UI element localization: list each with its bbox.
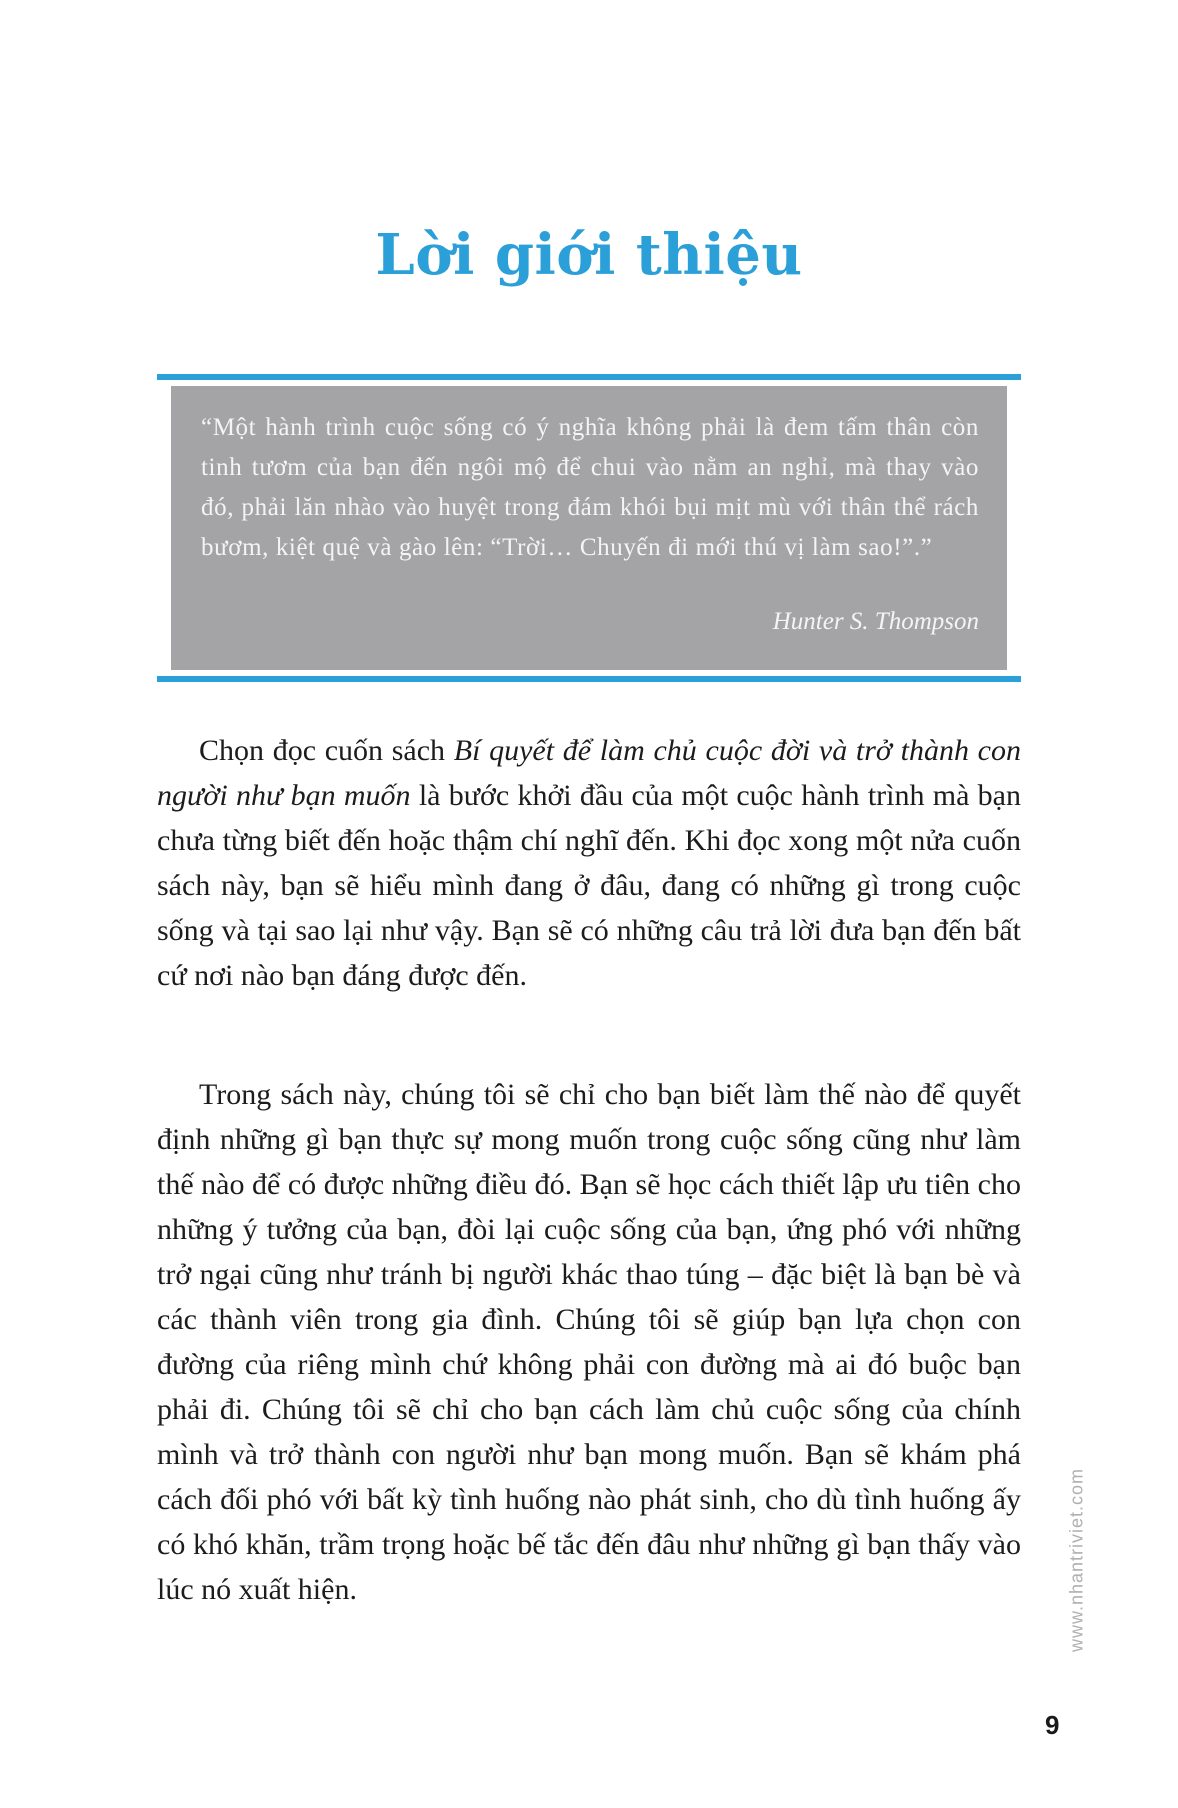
epigraph-box bbox=[157, 374, 1021, 682]
watermark-text: www.nhantriviet.com bbox=[1066, 1467, 1087, 1653]
watermark bbox=[1057, 1440, 1097, 1680]
page-number: 9 bbox=[1045, 1710, 1060, 1740]
intro-paragraph-2 bbox=[157, 1072, 1021, 1612]
paragraph-1-lead: Chọn đọc cuốn sách bbox=[199, 734, 454, 767]
page-title: Lời giới thiệu bbox=[375, 222, 803, 288]
epigraph-quote: “Một hành trình cuộc sống có ý nghĩa không phải là đem tấm thân còn tinh tươm của bạn đến ngôi mộ để chui vào nằm an nghỉ, mà thay vào đó, phải lăn nhào vào huyệt trong đám khói bụi mịt mù với thân thể rách bươm, kiệt quệ và gào lên: “Trời… Chuyến đi mới thú vị làm sao!”.” bbox=[201, 414, 979, 561]
book-title: Bí quyết để làm chủ cuộc đời và trở thành con người như bạn muốn bbox=[157, 734, 1021, 812]
paragraph-2-text: Trong sách này, chúng tôi sẽ chỉ cho bạn biết làm thế nào để quyết định những gì bạn thực sự mong muốn trong cuộc sống cũng như làm thế nào để có được những điều đó. Bạn sẽ học cách thiết lập ưu tiên cho những ý tưởng của bạn, đòi lại cuộc sống của bạn, ứng phó với những trở ngại cũng như tránh bị người khác thao túng – đặc biệt là bạn bè và các thành viên trong gia đình. Chúng tôi sẽ giúp bạn lựa chọn con đường của riêng mình chứ không phải con đường mà ai đó buộc bạn phải đi. Chúng tôi sẽ chỉ cho bạn cách làm chủ cuộc sống của chính mình và trở thành con người như bạn mong muốn. Bạn sẽ khám phá cách đối phó với bất kỳ tình huống nào phát sinh, cho dù tình huống ấy có khó khăn, trầm trọng hoặc bế tắc đến đâu như những gì bạn thấy vào lúc nó xuất hiện. bbox=[157, 1078, 1021, 1606]
intro-paragraph-1 bbox=[157, 728, 1021, 998]
epigraph-author: Hunter S. Thompson bbox=[772, 608, 979, 635]
epigraph-background bbox=[171, 386, 1007, 670]
paragraph-1-rest: là bước khởi đầu của một cuộc hành trình mà bạn chưa từng biết đến hoặc thậm chí nghĩ đến. Khi đọc xong một nửa cuốn sách này, bạn sẽ hiểu mình đang ở đâu, đang có những gì trong cuộc sống và tại sao lại như vậy. Bạn sẽ có những câu trả lời đưa bạn đến bất cứ nơi nào bạn đáng được đến. bbox=[157, 779, 1021, 992]
